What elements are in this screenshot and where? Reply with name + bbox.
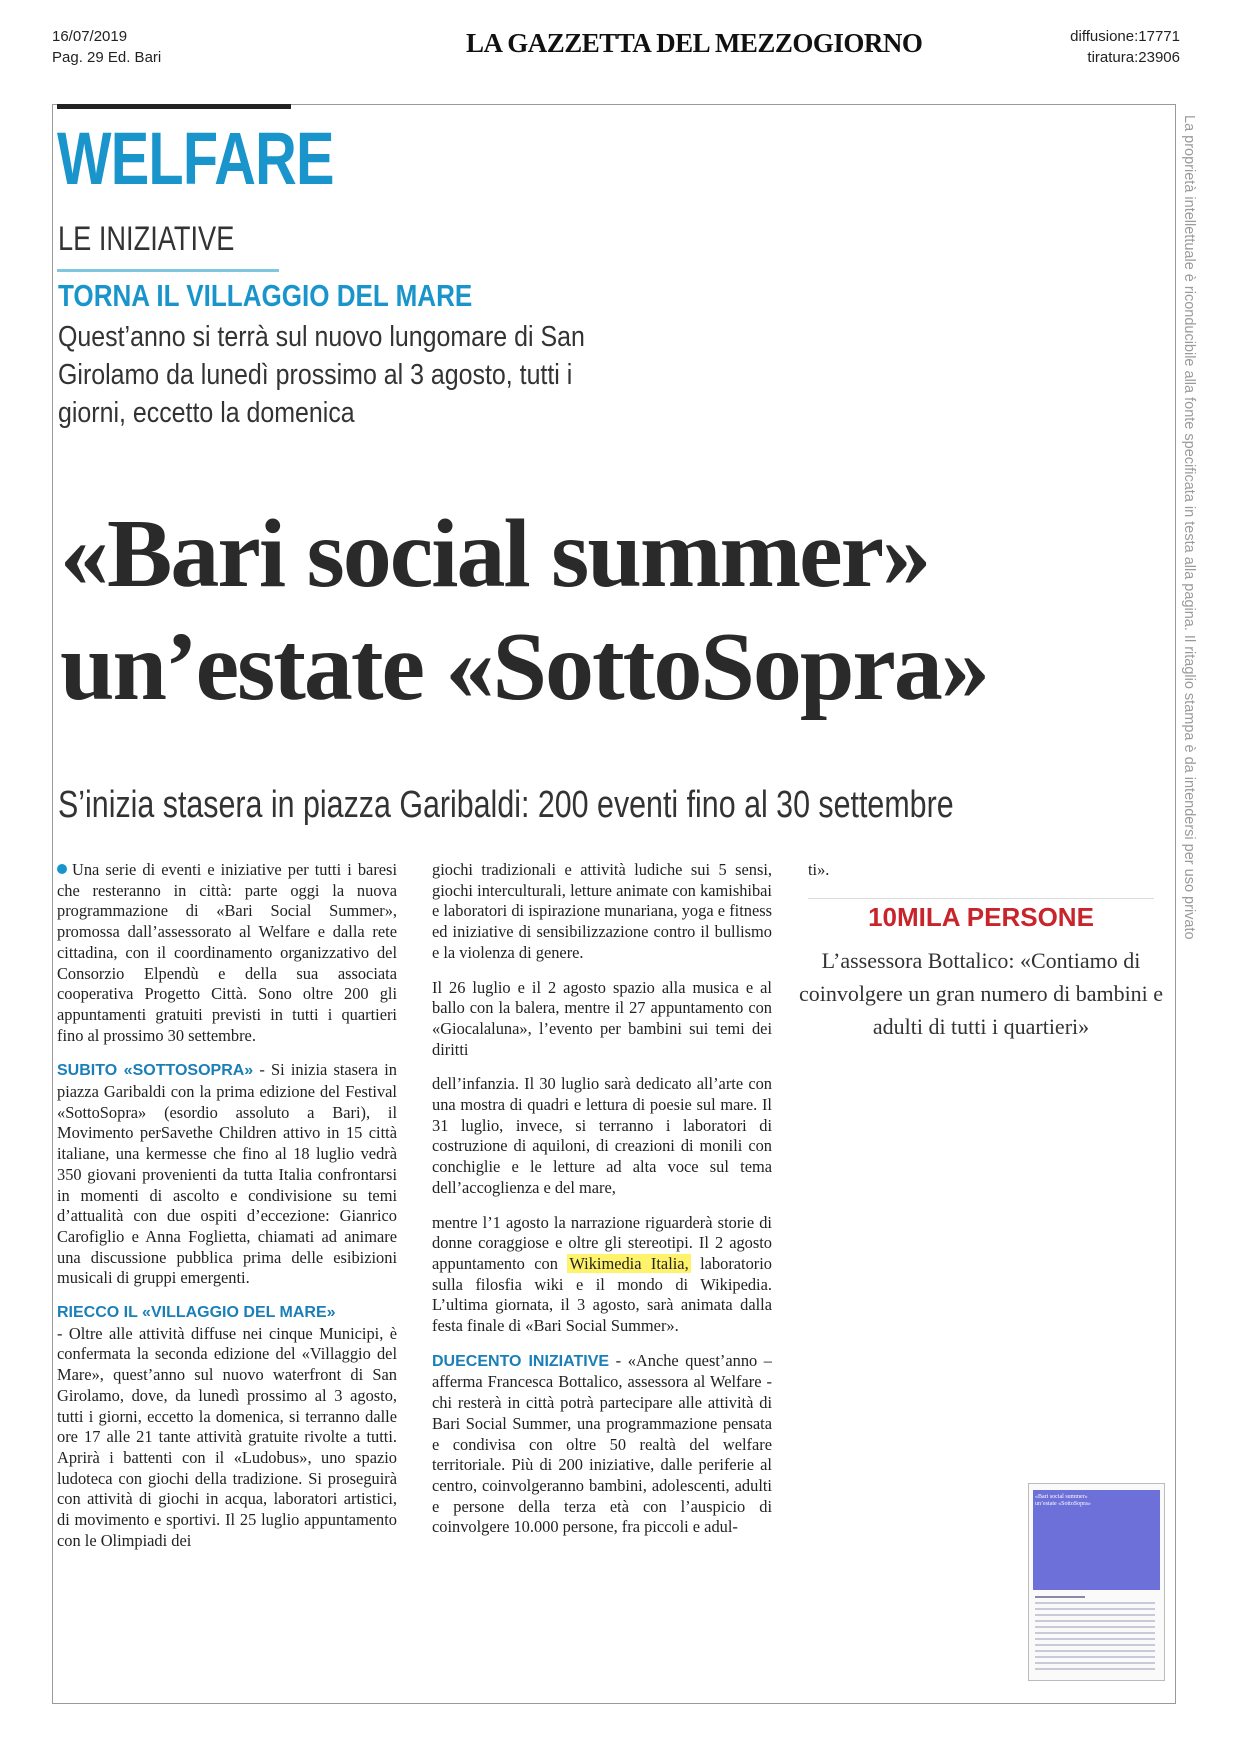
subheading-duecento: DUECENTO INIZIATIVE	[432, 1352, 610, 1370]
box-title: 10MILA PERSONE	[868, 902, 1094, 932]
paragraph-wikimedia: mentre l’1 agosto la narrazione riguarderà storie di donne coraggiose e oltre gli stereotipi. Il 2 agosto appuntamento con Wikimedia Italia, laboratorio sulla filosfia wiki e il mondo di Wikipedia. L’ultima giornata, il 3 agosto, sarà animata dalla festa finale di «Bari Social Summer».	[432, 1212, 773, 1336]
paragraph-continuation: ti».	[808, 860, 830, 879]
secondary-summary: Quest’anno si terrà sul nuovo lungomare di San Girolamo da lunedì prossimo al 3 agosto, tutti i giorni, eccetto la domenica	[58, 321, 585, 429]
headline-deck: S’inizia stasera in piazza Garibaldi: 200 eventi fino al 30 settembre	[58, 784, 954, 826]
paragraph-intro: Una serie di eventi e iniziative per tutti i baresi che resteranno in città: parte oggi la nuova programmazione di «Bari Social Summer», promossa dall’assessorato al Welfare e dalla rete cittadina, con il coordinamento organizzativo del Consorzio Elpendù e della sua associata cooperativa Progetto Città. Sono oltre 200 gli appuntamenti gratuiti previsti in tutti i quartieri fino al prossimo 30 settembre.	[57, 860, 397, 1045]
page-thumbnail	[1028, 1483, 1165, 1681]
diffusione-count: diffusione:17771	[1070, 28, 1180, 45]
article-column-2	[432, 860, 772, 1538]
page-header-left	[52, 26, 161, 68]
page-edition-info: Pag. 29 Ed. Bari	[52, 49, 162, 66]
newspaper-masthead: LA GAZZETTA DEL MEZZOGIORNO	[466, 28, 923, 58]
article-column-1	[57, 860, 397, 1552]
section-kicker: LE INIZIATIVE	[58, 220, 235, 258]
subheading-villaggio: RIECCO IL «VILLAGGIO DEL MARE»	[57, 1304, 336, 1322]
paragraph-infanzia: dell’infanzia. Il 30 luglio sarà dedicato all’arte con una mostra di quadri e lettura di poesie sul mare. Il 31 luglio, invece, si terranno i laboratori di costruzione di aquiloni, di creazioni di monili con conchiglie e le letture ad alta voce sul tema dell’accoglienza e del mare,	[432, 1074, 772, 1197]
kicker-underline	[57, 269, 279, 272]
bullet-dot-icon	[57, 864, 67, 874]
paragraph-duecento: DUECENTO INIZIATIVE - «Anche quest’anno – afferma Francesca Bottalico, assessora al Welfare - chi resterà in città potrà partecipare alle attività di Bari Social Summer, una programmazione pensata e condivisa con oltre 50 realtà del welfare territoriale. Più di 200 iniziative, dalle periferie al centro, coinvolgeranno bambini, adolescenti, adulti e persone della terza età con l’auspicio di coinvolgere 10.000 persone, fra piccoli e adul-	[432, 1350, 773, 1537]
headline-line-1: «Bari social summer»	[60, 500, 930, 608]
section-title: WELFARE	[57, 117, 334, 200]
paragraph-sottosopra: SUBITO «SOTTOSOPRA» - Si inizia stasera in piazza Garibaldi con la prima edizione del Festival «SottoSopra» (esordio assoluto a Bari), il Movimento perSavethe Children attivo in 15 città italiane, una kermesse che fino al 18 luglio vedrà 350 giovani provenienti da tutta Italia confrontarsi in momenti di ascolto e condivisione su temi d’attualità con due ospiti d’eccezione: Gianrico Carofiglio e Anna Foglietta, chiamati ad animare una discussione pubblica prima delle esibizioni musicali di gruppi emergenti.	[57, 1060, 397, 1288]
copyright-side-note: La proprietà intellettuale è riconducibile alla fonte specificata in testa alla pagina. Il ritaglio stampa è da intendersi per uso privato	[1181, 115, 1197, 940]
tiratura-count: tiratura:23906	[1087, 49, 1180, 66]
thumbnail-label: «Bari social summer» un’estate «SottoSopra»	[1035, 1494, 1091, 1507]
section-top-rule	[57, 104, 291, 109]
headline-line-2: un’estate «SottoSopra»	[60, 613, 988, 721]
box-top-rule	[808, 898, 1154, 899]
publication-date: 16/07/2019	[52, 28, 128, 45]
main-headline	[60, 498, 988, 724]
secondary-headline: TORNA IL VILLAGGIO DEL MARE	[58, 278, 473, 313]
paragraph-giochi: giochi tradizionali e attività ludiche sui 5 sensi, giochi interculturali, letture animate con kamishibai e laboratori di ispirazione munariana, yoga e fitness ed iniziative di sensibilizzazione contro il bullismo e la violenza di genere.	[432, 860, 772, 962]
article-column-3	[808, 860, 1148, 881]
paragraph-villaggio: - Oltre alle attività diffuse nei cinque Municipi, è confermata la seconda edizione del «Villaggio del Mare», quest’anno sul nuovo waterfront di San Girolamo, dove, da lunedì prossimo al 3 agosto, tutti i giorni, eccetto la domenica, si terranno dalle ore 17 alle 21 tante attività gratuite rivolte a tutti. Aprirà i battenti con il «Ludobus», uno spazio ludoteca con giochi della tradizione. Si proseguirà con attività di giochi in acqua, laboratori artistici, di movimento e sportivi. Il 25 luglio appuntamento con le Olimpiadi dei	[57, 1323, 397, 1550]
paragraph-balera: Il 26 luglio e il 2 agosto spazio alla musica e al ballo con la balera, mentre il 27 appuntamento con «Giocalaluna», l’evento per bambini sui temi dei diritti	[432, 977, 772, 1059]
page-header-right	[1070, 26, 1180, 68]
subheading-sottosopra: SUBITO «SOTTOSOPRA»	[57, 1062, 254, 1080]
box-quote: L’assessora Bottalico: «Contiamo di coinvolgere un gran numero di bambini e adulti di tutti i quartieri»	[798, 948, 1164, 1039]
highlighted-wikimedia: Wikimedia Italia,	[569, 1253, 689, 1273]
